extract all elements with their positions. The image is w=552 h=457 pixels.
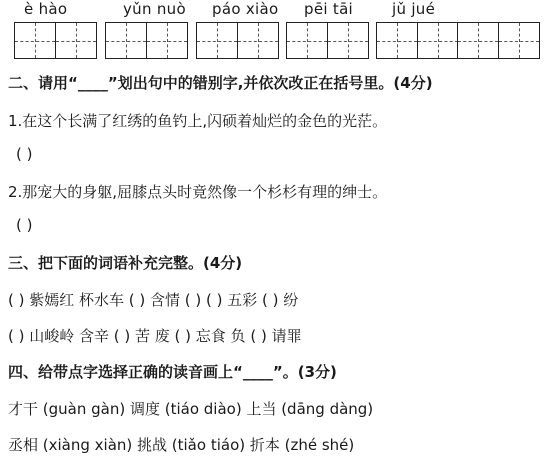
section2-heading: 二、请用“____”划出句中的错别字,并依次改正在括号里。(4分) xyxy=(8,74,433,92)
grid-cell[interactable] xyxy=(237,22,279,59)
grid-cell[interactable] xyxy=(376,22,418,59)
grid-cell[interactable] xyxy=(55,22,97,59)
section3-row-1: ( ) 紫嫣红 杯水车 ( ) 含情 ( ) ( ) 五彩 ( ) 纷 xyxy=(8,291,299,309)
grid-cell[interactable] xyxy=(286,22,328,59)
grid-cell[interactable] xyxy=(196,22,238,59)
grid-cell[interactable] xyxy=(146,22,188,59)
section3-heading: 三、把下面的词语补充完整。(4分) xyxy=(8,254,243,272)
section4-heading: 四、给带点字选择正确的读音画上“____”。(3分) xyxy=(8,363,337,381)
section3-row-2: ( ) 山峻岭 含辛 ( ) 苦 废 ( ) 忘食 负 ( ) 请罪 xyxy=(8,327,302,345)
grid-cell[interactable] xyxy=(498,22,540,59)
grid-group-2 xyxy=(105,22,186,59)
section2-sentence-1: 1.在这个长满了红绣的鱼钓上,闪硕着灿烂的金色的光茫。 xyxy=(8,112,388,130)
grid-cell[interactable] xyxy=(457,22,499,59)
section2-sentence-2: 2.那宠大的身躯,屈膝点头时竟然像一个杉杉有理的绅士。 xyxy=(8,183,388,201)
pinyin-2: yǔn nuò xyxy=(123,0,186,18)
grid-group-3 xyxy=(196,22,277,59)
grid-group-5 xyxy=(376,22,538,59)
grid-group-1 xyxy=(14,22,95,59)
grid-cell[interactable] xyxy=(327,22,369,59)
section2-answer-2[interactable]: ( ) xyxy=(16,216,33,234)
grid-cell[interactable] xyxy=(14,22,56,59)
pinyin-4: pēi tāi xyxy=(304,0,354,18)
section2-answer-1[interactable]: ( ) xyxy=(16,145,33,163)
grid-cell[interactable] xyxy=(105,22,147,59)
pinyin-5: jǔ jué xyxy=(392,0,436,18)
grid-group-4 xyxy=(286,22,367,59)
pinyin-3: páo xiào xyxy=(212,0,279,18)
section4-row-1: 才干 (guàn gàn) 调度 (tiáo diào) 上当 (dāng dàng) xyxy=(8,400,374,418)
section4-row-2: 丞相 (xiàng xiàn) 挑战 (tiǎo tiáo) 折本 (zhé shé) xyxy=(8,436,355,454)
pinyin-1: è hào xyxy=(24,0,68,18)
grid-cell[interactable] xyxy=(417,22,459,59)
